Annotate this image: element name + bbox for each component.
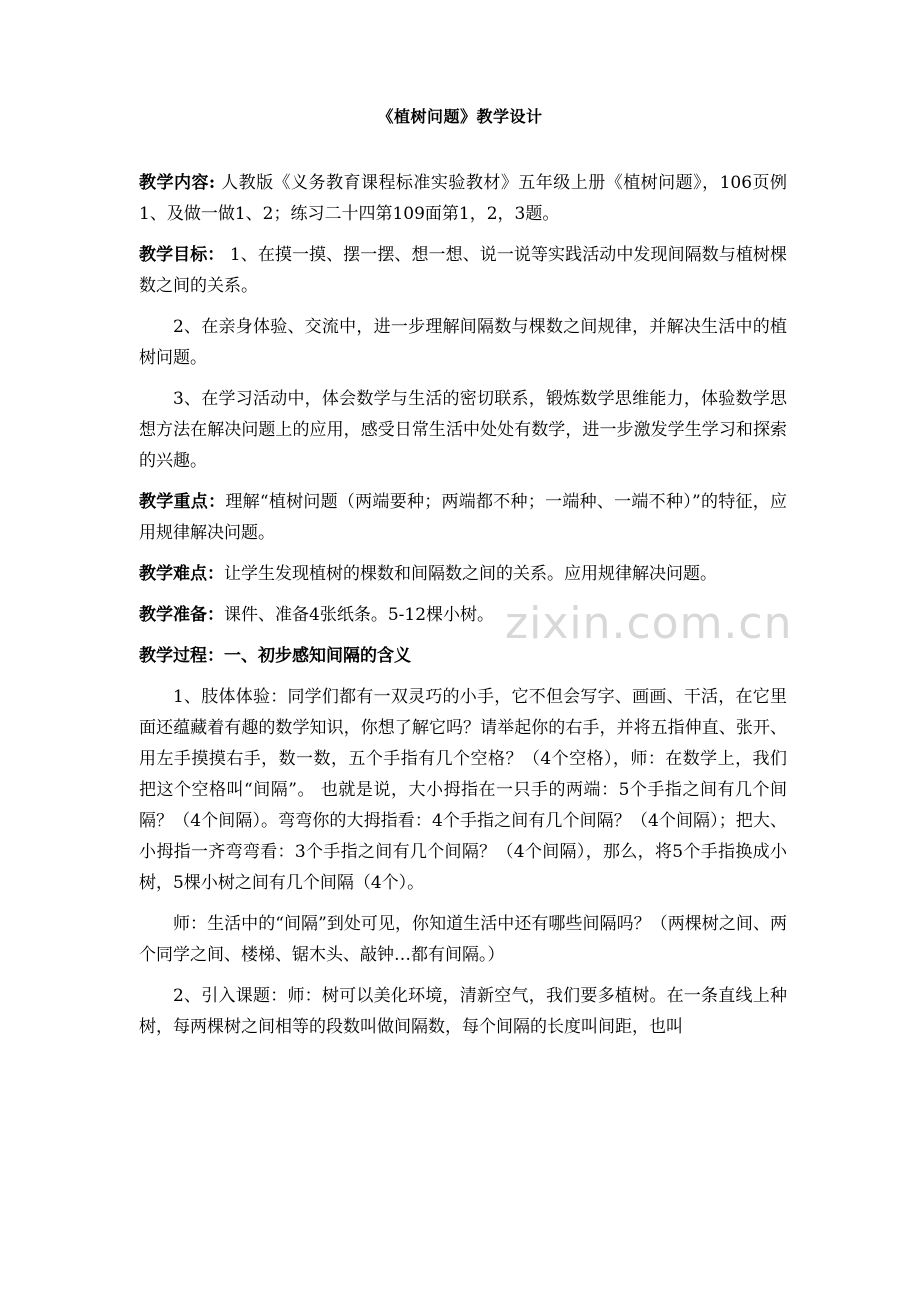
teaching-content-text: 人教版《义务教育课程标准实验教材》五年级上册《植树问题》，106页例1、及做一做1、2；练习二十四第109面第1，2，3题。: [139, 173, 787, 224]
watermark: zixin.com.cn: [505, 598, 793, 649]
teaching-goals-label: 教学目标：: [139, 245, 225, 265]
teaching-difficulty-text: 让学生发现植树的棵数和间隔数之间的关系。应用规律解决问题。: [224, 564, 717, 584]
teaching-difficulty-label: 教学难点：: [139, 564, 224, 584]
teaching-goal-1: 1、在摸一摸、摆一摆、想一想、说一说等实践活动中发现间隔数与植树棵数之间的关系。: [139, 245, 788, 296]
teaching-key-paragraph: [139, 487, 787, 549]
document-body: [139, 168, 787, 1053]
teaching-key-text: 理解“植树问题（两端要种；两端都不种；一端种、一端不种）”的特征，应用规律解决问题。: [139, 492, 788, 543]
teaching-content-label: 教学内容:: [139, 173, 216, 193]
teaching-goals-paragraph: [139, 240, 787, 302]
document-title: 《植树问题》教学设计: [377, 107, 543, 126]
process-paragraph-2: 师：生活中的“间隔”到处可见，你知道生活中还有哪些间隔吗？（两棵树之间、两个同学之间、楼梯、锯木头、敲钟…都有间隔。）: [139, 914, 787, 965]
teaching-process-heading: [139, 641, 787, 672]
teaching-key-label: 教学重点：: [139, 492, 226, 512]
teaching-goal-2: 2、在亲身体验、交流中，进一步理解间隔数与棵数之间规律，并解决生活中的植树问题。: [139, 317, 787, 368]
teaching-process-label: 教学过程：: [139, 646, 224, 666]
process-section-1-heading: 一、初步感知间隔的含义: [224, 646, 411, 666]
teaching-content-paragraph: [139, 168, 787, 230]
teaching-prep-paragraph: [139, 600, 787, 631]
teaching-difficulty-paragraph: [139, 559, 787, 590]
process-paragraph-3: 2、引入课题：师：树可以美化环境，清新空气，我们要多植树。在一条直线上种树，每两棵树之间相等的段数叫做间隔数，每个间隔的长度叫间距，也叫: [139, 986, 787, 1037]
teaching-prep-text: 课件、准备4张纸条。5-12棵小树。: [224, 605, 495, 625]
process-paragraph-1: 1、肢体体验：同学们都有一双灵巧的小手，它不但会写字、画画、干活，在它里面还蕴藏着有趣的数学知识，你想了解它吗？请举起你的右手，并将五指伸直、张开、用左手摸摸右手，数一数，五个手指有几个空格？（4个空格），师：在数学上，我们把这个空格叫“间隔”。 也就是说，大小拇指在一只手的两端：5个手指之间有几个间隔？（4个间隔）。弯弯你的大拇指看：4个手指之间有几个间隔？（4个间隔）；把大、小拇指一齐弯弯看：3个手指之间有几个间隔？（4个间隔），那么，将5个手指换成小树，5棵小树之间有几个间隔（4个）。: [139, 687, 787, 893]
teaching-goal-3: 3、在学习活动中，体会数学与生活的密切联系，锻炼数学思维能力，体验数学思想方法在解决问题上的应用，感受日常生活中处处有数学，进一步激发学生学习和探索的兴趣。: [139, 389, 787, 471]
teaching-prep-label: 教学准备：: [139, 605, 224, 625]
